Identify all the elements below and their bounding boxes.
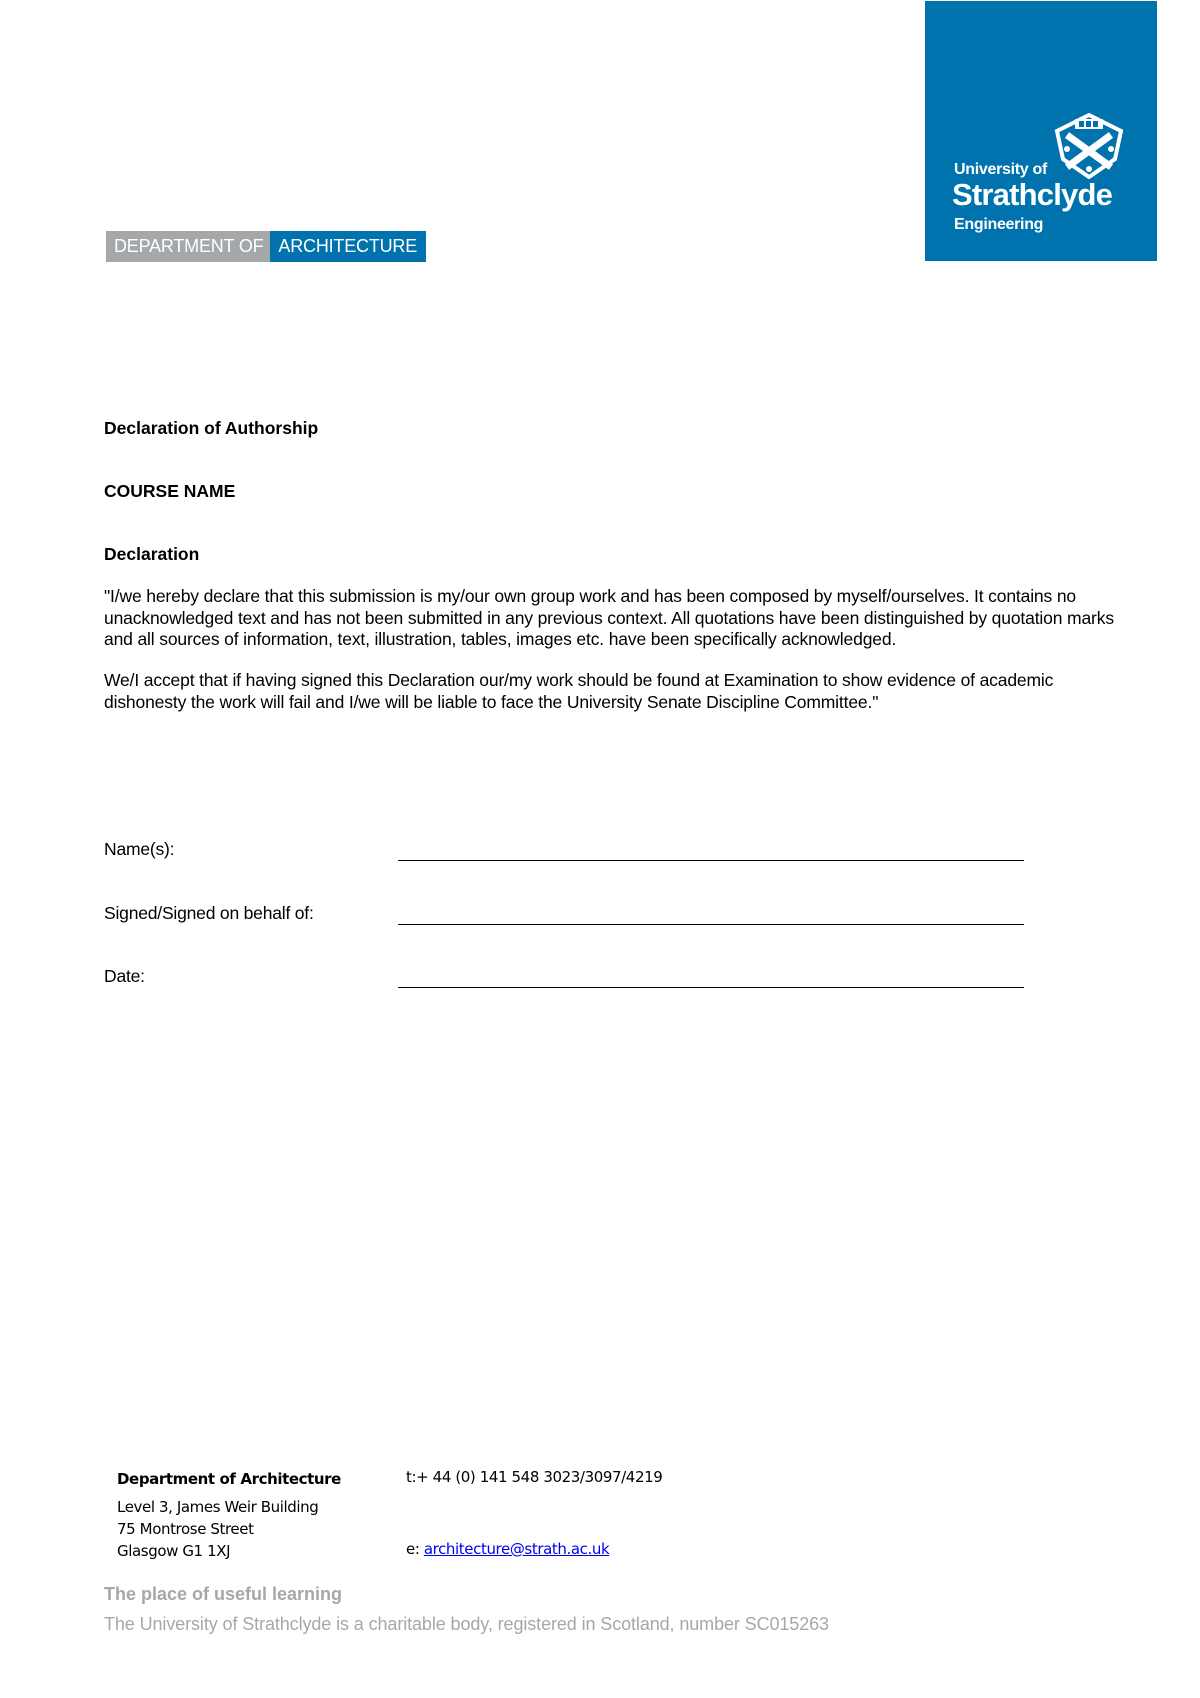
university-crest-icon <box>1053 113 1125 179</box>
course-name: COURSE NAME <box>104 481 236 501</box>
declaration-paragraph-1: "I/we hereby declare that this submission is my/our own group work and has been composed by myself/ourselves. It contains no unacknowledged text and has not been submitted in any previous context. All quotations have been distinguished by quotation marks and all sources of information, text, illustration, tables, images etc. have been specifically acknowledged. <box>104 586 1114 649</box>
declaration-paragraph-2: We/I accept that if having signed this Declaration our/my work should be found at Examination to show evidence of academic dishonesty the work will fail and I/we will be liable to face the University Senate Discipline Committee." <box>104 670 1054 712</box>
signed-row <box>104 903 1024 927</box>
footer-address <box>117 1468 341 1562</box>
date-label: Date: <box>104 966 145 986</box>
document-title: Declaration of Authorship <box>104 418 319 438</box>
signed-signature-line[interactable] <box>398 923 1024 925</box>
logo-strathclyde: Strathclyde <box>952 177 1113 212</box>
university-logo <box>925 1 1157 261</box>
department-banner <box>106 231 426 262</box>
names-label: Name(s): <box>104 839 175 859</box>
signed-label: Signed/Signed on behalf of: <box>104 903 314 923</box>
date-signature-line[interactable] <box>398 986 1024 988</box>
footer-telephone: t:+ 44 (0) 141 548 3023/3097/4219 <box>406 1468 663 1486</box>
names-signature-line[interactable] <box>398 859 1024 861</box>
logo-engineering: Engineering <box>954 216 1044 233</box>
department-banner-name: ARCHITECTURE <box>270 231 426 262</box>
footer-email-row <box>406 1540 609 1558</box>
footer-email-prefix: e: <box>406 1540 424 1558</box>
footer-tagline: The place of useful learning <box>104 1584 343 1604</box>
footer-department: Department of Architecture <box>117 1470 341 1488</box>
department-banner-prefix: DEPARTMENT OF <box>106 231 270 262</box>
footer-address-line-1: Level 3, James Weir Building <box>117 1498 319 1516</box>
date-row <box>104 966 1024 990</box>
declaration-heading: Declaration <box>104 544 200 564</box>
footer-address-line-2: 75 Montrose Street <box>117 1520 254 1538</box>
footer-email-link[interactable]: architecture@strath.ac.uk <box>423 1540 610 1558</box>
names-row <box>104 839 1024 863</box>
footer-charity-notice: The University of Strathclyde is a charitable body, registered in Scotland, number SC015263 <box>104 1614 829 1634</box>
logo-university-of: University of <box>954 161 1048 178</box>
footer-address-line-3: Glasgow G1 1XJ <box>117 1542 231 1560</box>
